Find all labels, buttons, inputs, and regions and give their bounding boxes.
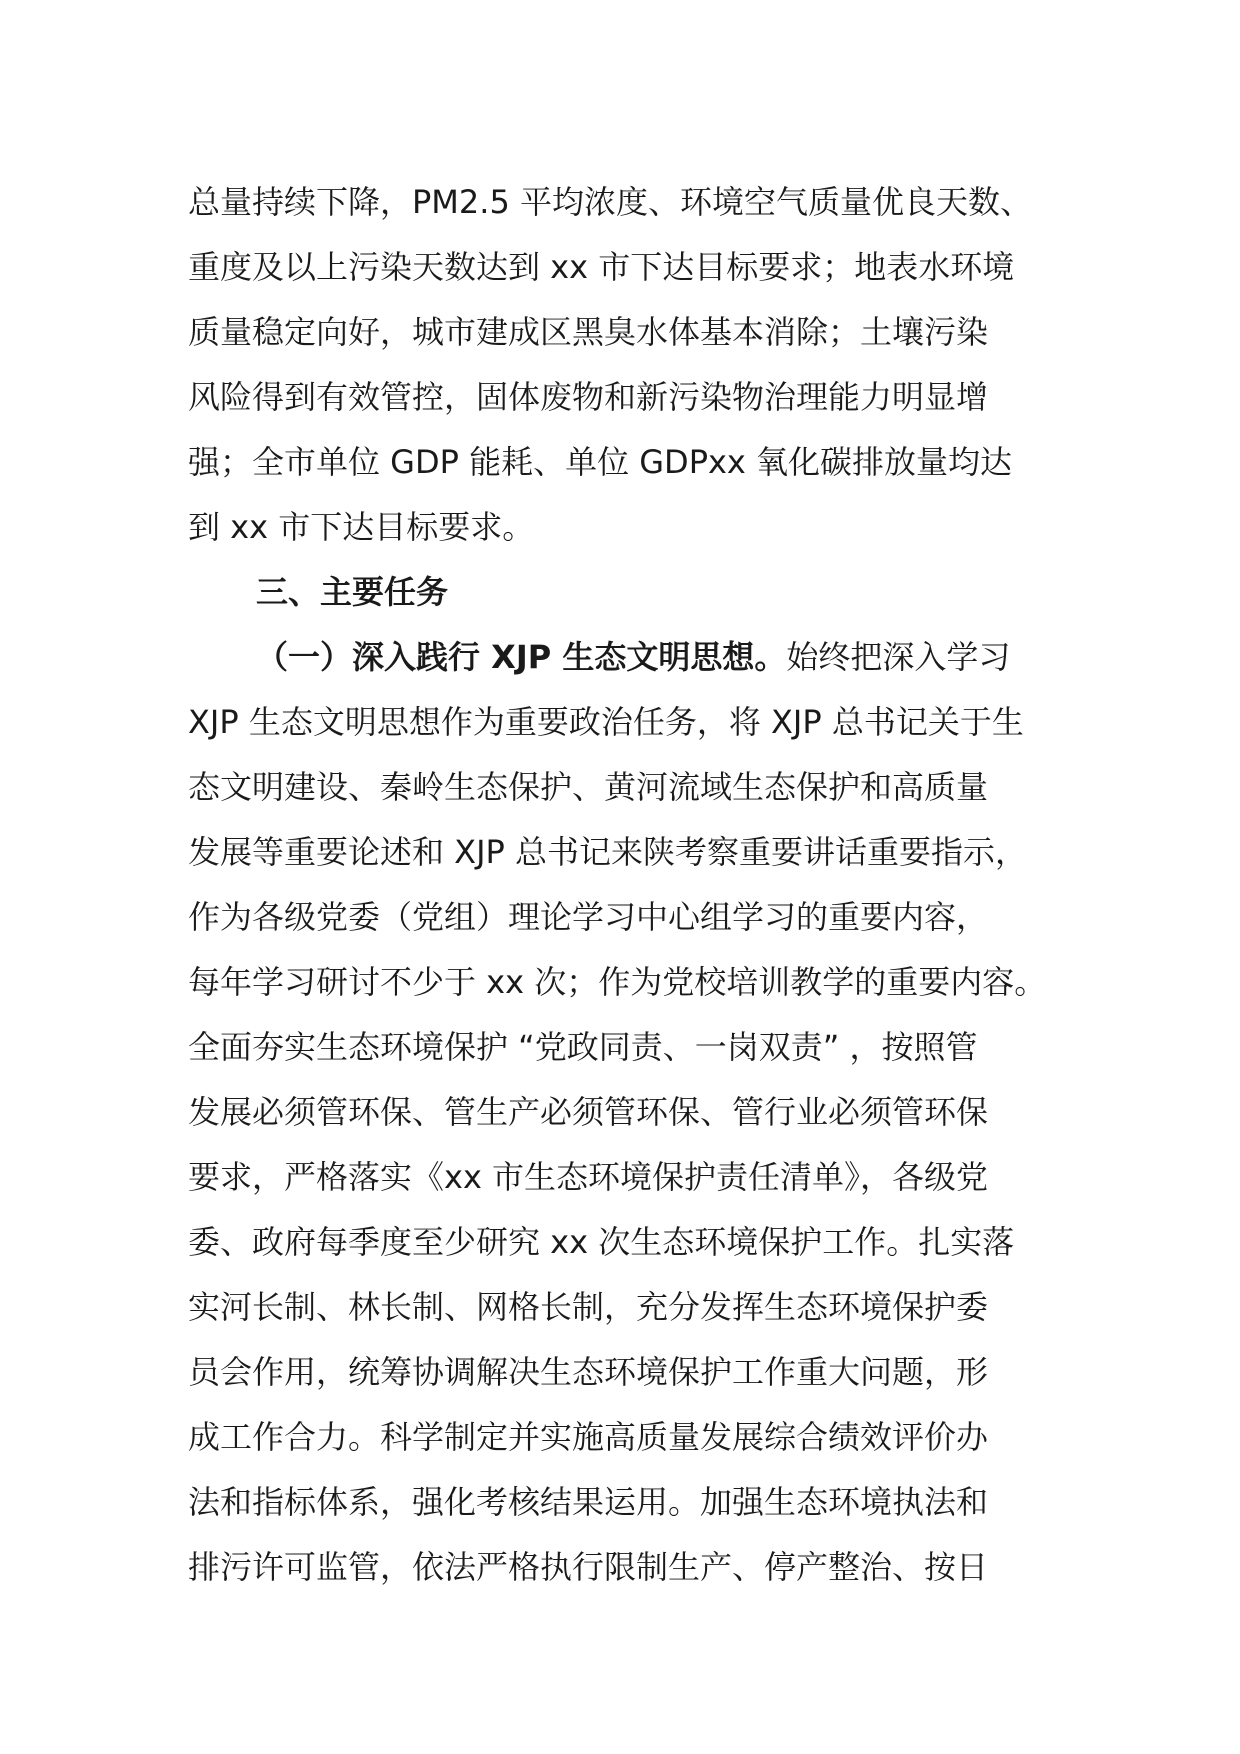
subsection-title: （一）深入践行 XJP 生态文明思想。 xyxy=(256,638,787,676)
paragraph-line: 发展等重要论述和 XJP 总书记来陕考察重要讲话重要指示， xyxy=(188,833,1028,871)
paragraph-line: 到 xx 市下达目标要求。 xyxy=(188,508,535,546)
paragraph-line: 重度及以上污染天数达到 xx 市下达目标要求；地表水环境 xyxy=(188,248,1015,286)
paragraph-line: 强；全市单位 GDP 能耗、单位 GDPxx 氧化碳排放量均达 xyxy=(188,443,1013,481)
paragraph-line: 要求，严格落实《xx 市生态环境保护责任清单》，各级党 xyxy=(188,1158,989,1196)
paragraph-line: 发展必须管环保、管生产必须管环保、管行业必须管环保 xyxy=(188,1093,989,1131)
paragraph-line: 每年学习研讨不少于 xx 次；作为党校培训教学的重要内容。 xyxy=(188,963,1047,1001)
paragraph-line: 法和指标体系，强化考核结果运用。加强生态环境执法和 xyxy=(188,1483,989,1521)
subsection-first-line xyxy=(188,625,1068,690)
section-heading: 三、主要任务 xyxy=(256,573,449,611)
paragraph-line: 总量持续下降，PM2.5 平均浓度、环境空气质量优良天数、 xyxy=(188,183,1032,221)
paragraph-line: 实河长制、林长制、网格长制，充分发挥生态环境保护委 xyxy=(188,1288,989,1326)
paragraph-line: 态文明建设、秦岭生态保护、黄河流域生态保护和高质量 xyxy=(188,768,989,806)
paragraph-line: 风险得到有效管控，固体废物和新污染物治理能力明显增 xyxy=(188,378,989,416)
paragraph-line: 作为各级党委（党组）理论学习中心组学习的重要内容， xyxy=(188,898,989,936)
paragraph-line: 质量稳定向好，城市建成区黑臭水体基本消除；土壤污染 xyxy=(188,313,989,351)
paragraph-line: 全面夯实生态环境保护 “党政同责、一岗双责” ，按照管 xyxy=(188,1028,978,1066)
paragraph-line: 委、政府每季度至少研究 xx 次生态环境保护工作。扎实落 xyxy=(188,1223,1015,1261)
paragraph-line: 排污许可监管，依法严格执行限制生产、停产整治、按日 xyxy=(188,1548,989,1586)
paragraph-line: 员会作用，统筹协调解决生态环境保护工作重大问题，形 xyxy=(188,1353,989,1391)
paragraph-line: 成工作合力。科学制定并实施高质量发展综合绩效评价办 xyxy=(188,1418,989,1456)
paragraph-line: XJP 生态文明思想作为重要政治任务，将 XJP 总书记关于生 xyxy=(188,703,1024,741)
subsection-first-line-text: 始终把深入学习 xyxy=(786,638,1011,676)
document-body xyxy=(188,170,1068,1600)
